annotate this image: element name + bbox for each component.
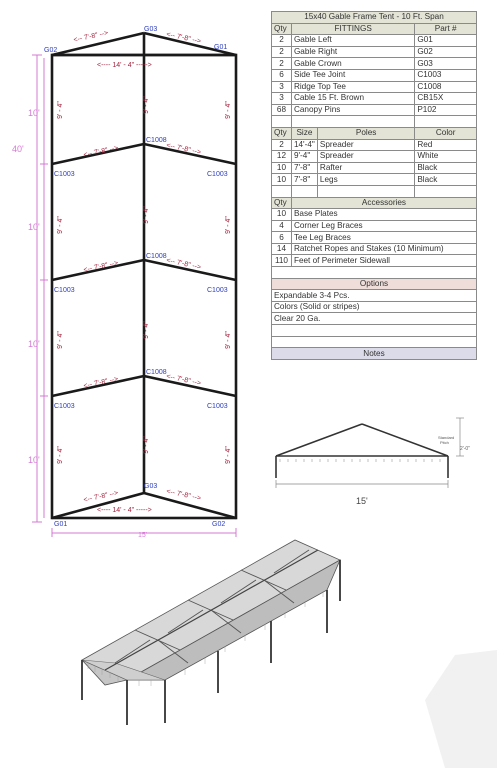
fitting-label-c1008-1: C1008 — [146, 137, 167, 144]
table-title: 15x40 Gable Frame Tent - 10 Ft. Span — [272, 12, 477, 24]
fitting-label-g02-top: G02 — [44, 47, 58, 54]
notes-header-row: Notes — [272, 348, 477, 360]
blank-row — [272, 116, 477, 128]
fitting-row: 2 Gable Right G02 — [272, 46, 477, 58]
fitting-label-c1003-2R: C1003 — [207, 287, 228, 294]
pitch-label-standard: Standard — [438, 435, 455, 440]
fitting-label-g03-bottom: G03 — [144, 483, 158, 490]
pitch-label-pitch: Pitch — [440, 440, 449, 445]
bay-dim-2b: 9' - 4" — [143, 206, 150, 224]
bay-dim-3a: 9' - 4" — [57, 331, 64, 349]
fitting-row: 2 Gable Left G01 — [272, 35, 477, 47]
pole-row: 10 7'-8" Rafter Black — [272, 162, 477, 174]
fitting-label-c1003-1R: C1003 — [207, 171, 228, 178]
bay-length-label-3: 10' — [28, 339, 40, 349]
fitting-label-c1003-2L: C1003 — [54, 287, 75, 294]
bay-dim-4a: 9' - 4" — [57, 446, 64, 464]
accessory-row: 14 Ratchet Ropes and Stakes (10 Minimum) — [272, 243, 477, 255]
pole-row: 2 14'-4" Spreader Red — [272, 139, 477, 151]
fitting-row: 3 Cable 15 Ft. Brown CB15X — [272, 93, 477, 105]
blank-row — [272, 325, 477, 337]
fitting-label-c1003-3L: C1003 — [54, 403, 75, 410]
parts-table — [271, 11, 477, 360]
spreader-dim-bottom: <---- 14' - 4" -----> — [97, 507, 152, 514]
rafter-dim-4R: <-- 7'-8" --> — [165, 373, 202, 388]
accessory-row: 6 Tee Leg Braces — [272, 232, 477, 244]
bay-length-label-2: 10' — [28, 222, 40, 232]
rafter-dim-3L: <-- 7'-8" --> — [82, 259, 119, 274]
rafter-dim-1R: <-- 7'-8" --> — [165, 31, 202, 46]
elevation-width-label: 15' — [356, 496, 368, 506]
pole-row: 10 7'-8" Legs Black — [272, 174, 477, 186]
spreader-dim-top: <---- 14' - 4" -----> — [97, 62, 152, 69]
bay-dim-2a: 9' - 4" — [57, 216, 64, 234]
fitting-label-g01-bottom: G01 — [54, 521, 68, 528]
option-row: Expandable 3-4 Pcs. — [272, 290, 477, 302]
total-length-label: 40' — [12, 144, 24, 154]
bay-dim-3c: 9' - 4" — [225, 331, 232, 349]
accessory-row: 4 Corner Leg Braces — [272, 220, 477, 232]
fitting-row: 68 Canopy Pins P102 — [272, 104, 477, 116]
fitting-row: 6 Side Tee Joint C1003 — [272, 69, 477, 81]
fitting-label-g03-top: G03 — [144, 26, 158, 33]
accessory-row: 110 Feet of Perimeter Sidewall — [272, 255, 477, 267]
rafter-dim-3R: <-- 7'-8" --> — [165, 257, 202, 272]
accessory-row: 10 Base Plates — [272, 209, 477, 221]
bay-dim-4b: 9' - 4" — [143, 436, 150, 454]
blank-row — [272, 185, 477, 197]
tent-isometric-view — [55, 535, 375, 735]
bay-dim-4c: 9' - 4" — [225, 446, 232, 464]
poles-header-row: Qty Size Poles Color — [272, 127, 477, 139]
fitting-label-c1003-3R: C1003 — [207, 403, 228, 410]
pole-row: 12 9'-4" Spreader White — [272, 151, 477, 163]
accessories-header-row: Qty Accessories — [272, 197, 477, 209]
bay-dim-2c: 9' - 4" — [225, 216, 232, 234]
fitting-label-c1008-2: C1008 — [146, 253, 167, 260]
rafter-dim-5L: <-- 7'-8" --> — [82, 489, 119, 504]
fitting-label-c1008-3: C1008 — [146, 369, 167, 376]
rafter-dim-5R: <-- 7'-8" --> — [165, 488, 202, 503]
pitch-value-label: 2'-0" — [460, 446, 470, 452]
fitting-row: 3 Ridge Top Tee C1008 — [272, 81, 477, 93]
rafter-dim-2R: <-- 7'-8" --> — [165, 142, 202, 157]
bay-length-label-1: 10' — [28, 108, 40, 118]
rafter-dim-4L: <-- 7'-8" --> — [82, 375, 119, 390]
options-header-row: Options — [272, 278, 477, 290]
bay-dim-1b: 9' - 4" — [143, 96, 150, 114]
bay-dim-1a: 9' - 4" — [57, 101, 64, 119]
end-elevation-drawing — [268, 408, 478, 513]
bay-dim-3b: 9' - 4" — [143, 321, 150, 339]
option-row: Colors (Solid or stripes) — [272, 301, 477, 313]
bay-length-label-4: 10' — [28, 455, 40, 465]
fitting-label-g01-top: G01 — [214, 44, 228, 51]
rafter-dim-1L: <-- 7'-8" --> — [72, 29, 109, 44]
bay-dim-1c: 9' - 4" — [225, 101, 232, 119]
blank-row — [272, 336, 477, 348]
width-label: 15' — [138, 532, 148, 539]
fittings-header-row: Qty FITTINGS Part # — [272, 23, 477, 35]
fitting-label-c1003-1L: C1003 — [54, 171, 75, 178]
fitting-label-g02-bottom: G02 — [212, 521, 226, 528]
option-row: Clear 20 Ga. — [272, 313, 477, 325]
fitting-row: 2 Gable Crown G03 — [272, 58, 477, 70]
plan-view-drawing — [0, 0, 265, 540]
blank-row — [272, 267, 477, 279]
rafter-dim-2L: <-- 7'-8" --> — [82, 144, 119, 159]
